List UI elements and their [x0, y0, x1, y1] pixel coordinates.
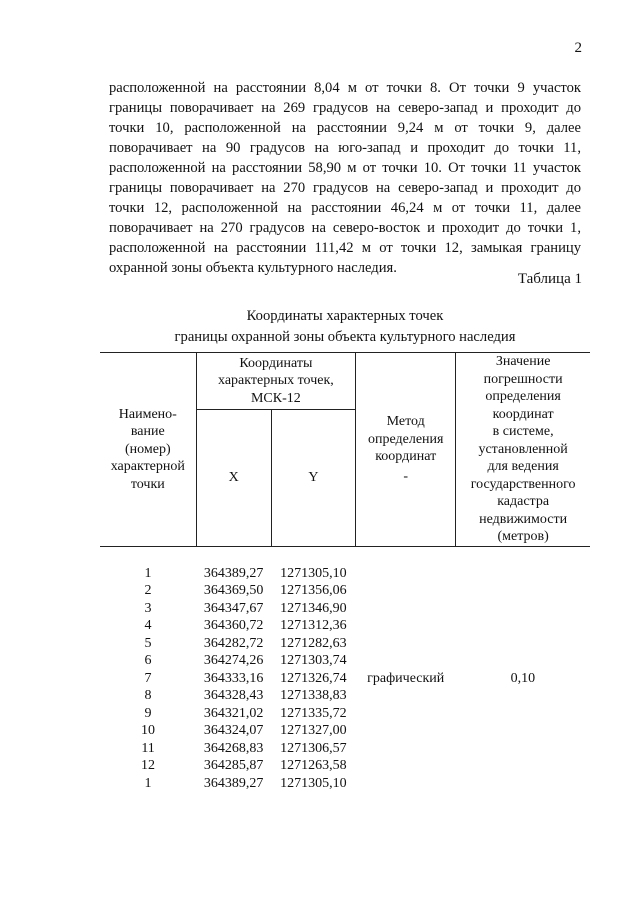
cell-x: 364360,72 — [203, 618, 264, 633]
cell-point: 8 — [144, 688, 152, 703]
cell-error-value: 0,10 — [510, 670, 536, 686]
cell-x: 364285,87 — [203, 758, 264, 773]
header-y: Y — [271, 409, 355, 546]
table-body — [100, 546, 590, 792]
header-x: X — [196, 409, 271, 546]
cell-y: 1271346,90 — [280, 600, 347, 616]
cell-y: 1271326,74 — [280, 670, 347, 686]
cell-y: 1271306,57 — [280, 740, 347, 756]
cell-x: 364321,02 — [203, 705, 264, 721]
header-line: государственного — [470, 476, 576, 492]
cell-point: 11 — [141, 740, 155, 756]
header-line: погрешности — [483, 371, 563, 387]
cell-point: 1 — [144, 775, 152, 791]
header-line: Наимено- — [118, 406, 177, 422]
cell-point: 5 — [144, 635, 152, 651]
header-line: МСК-12 — [250, 390, 301, 406]
cell-x: 364324,07 — [203, 723, 264, 738]
table-caption-line-1: Координаты характерных точек — [246, 308, 444, 324]
header-line: недвижимости — [479, 511, 568, 527]
header-method — [356, 353, 456, 547]
header-line: (метров) — [497, 529, 549, 544]
header-line: характерных точек, — [218, 373, 334, 389]
table-caption — [109, 306, 581, 348]
cell-x: 364389,27 — [203, 565, 264, 581]
cell-y: 1271305,10 — [280, 565, 347, 581]
cell-method: графический — [367, 670, 445, 686]
cell-x: 364347,67 — [203, 600, 264, 616]
header-line: характерной — [110, 459, 185, 474]
header-coordinates-group — [196, 353, 356, 410]
cell-x: 364328,43 — [203, 688, 264, 703]
header-point-name — [100, 353, 196, 547]
header-line: (номер) — [124, 441, 171, 457]
cell-y: 1271338,83 — [280, 688, 347, 703]
table-caption-line-2: границы охранной зоны объекта культурного наследия — [174, 329, 516, 345]
coordinates-table — [100, 352, 590, 792]
header-line: вание — [130, 424, 165, 439]
header-line: определения — [367, 431, 444, 447]
cell-y: 1271282,63 — [280, 635, 347, 651]
cell-point: 6 — [144, 653, 152, 668]
cell-point: 10 — [141, 723, 156, 738]
cell-point: 4 — [144, 618, 152, 633]
header-line: координат — [375, 449, 437, 465]
table-label: Таблица 1 — [517, 271, 582, 287]
header-line: Значение — [495, 354, 551, 369]
cell-y: 1271356,06 — [280, 583, 347, 598]
header-line: координат — [492, 406, 554, 422]
cell-y: 1271327,00 — [280, 723, 347, 738]
header-line: установленной — [478, 441, 568, 457]
cell-point: 7 — [144, 670, 152, 686]
header-method-mark: - — [403, 468, 409, 484]
header-line: точки — [130, 476, 165, 492]
body-paragraph: расположенной на расстоянии 8,04 м от точки 8. От точки 9 участок границы поворачивает на 269 градусов на северо-запад и проходит до точки 10, расположенной на расстоянии 9,24 м от точки 9, далее поворачивает на 90 градусов на юго-запад и проходит до точки 11, расположенной на расстоянии 58,90 м от точки 10. От точки 11 участок границы поворачивает на 270 градусов на северо-запад и проходит до точки 12, расположенной на расстоянии 46,24 м от точки 11, далее поворачивает на 270 градусов на северо-восток и проходит до точки 1, расположенной на расстоянии 111,42 м от точки 12, замыкая границу охранной зоны объекта культурного наследия. — [109, 80, 581, 276]
cell-y: 1271305,10 — [280, 775, 347, 791]
cell-x: 364282,72 — [203, 635, 264, 651]
header-line: определения — [485, 389, 561, 404]
cell-point: 3 — [144, 600, 152, 616]
table-header — [100, 353, 590, 547]
cell-y: 1271263,58 — [280, 758, 347, 773]
cell-x: 364333,16 — [203, 670, 264, 686]
cell-point: 12 — [141, 758, 156, 773]
cell-y: 1271303,74 — [280, 653, 347, 668]
cell-y: 1271312,36 — [280, 618, 347, 633]
cell-x: 364274,26 — [203, 653, 264, 668]
cell-x: 364389,27 — [203, 775, 264, 791]
header-line: Координаты — [239, 355, 313, 371]
table-spacer-row — [100, 546, 590, 565]
cell-point: 1 — [144, 565, 152, 581]
header-line: в системе, — [492, 424, 554, 439]
page-number: 2 — [574, 40, 582, 56]
cell-y: 1271335,72 — [280, 705, 347, 721]
cell-x: 364268,83 — [203, 740, 264, 756]
header-line: Метод — [386, 414, 425, 430]
header-line: кадастра — [497, 494, 550, 509]
header-line: для ведения — [487, 459, 559, 474]
cell-x: 364369,50 — [203, 583, 264, 598]
cell-point: 2 — [144, 583, 152, 598]
header-error-value — [456, 353, 590, 547]
table-row — [100, 565, 590, 583]
cell-point: 9 — [144, 705, 152, 721]
